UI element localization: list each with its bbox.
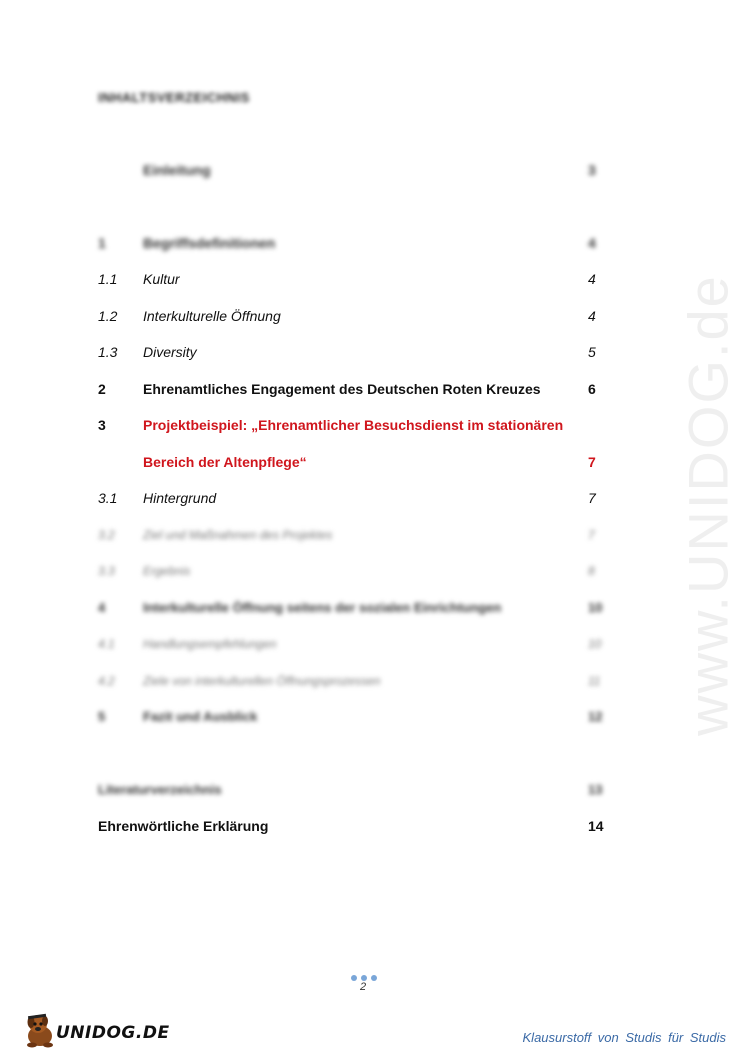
- toc-number: 1: [98, 235, 106, 251]
- toc-entry-1-1: [0, 268, 750, 290]
- toc-title: Diversity: [143, 344, 197, 360]
- toc-title: Fazit und Ausblick: [143, 709, 258, 724]
- toc-title: Ergebnis: [143, 564, 191, 578]
- toc-entry-einleitung: [0, 159, 750, 181]
- toc-entry-5: [0, 706, 750, 728]
- toc-entry-3: [0, 414, 750, 436]
- toc-page: 13: [588, 782, 603, 797]
- toc-number: 1.3: [98, 344, 118, 360]
- watermark: www.UNIDOG.de: [676, 274, 740, 736]
- footer-tagline: Klausurstoff von Studis für Studis: [522, 1030, 726, 1045]
- toc-title: Ehrenamtliches Engagement des Deutschen Roten Kreuzes: [143, 381, 541, 397]
- toc-page: 4: [588, 271, 596, 287]
- toc-page: 14: [588, 818, 604, 834]
- toc-page: 5: [588, 344, 596, 360]
- toc-title: Bereich der Altenpflege“: [143, 454, 307, 470]
- toc-title: Handlungsempfehlungen: [143, 637, 277, 651]
- toc-title: Projektbeispiel: „Ehrenamtlicher Besuchsdienst im stationären: [143, 417, 564, 433]
- dog-mascot-icon: [24, 1012, 58, 1048]
- toc-title: Ehrenwörtliche Erklärung: [98, 818, 269, 834]
- toc-number: 4.2: [98, 674, 115, 688]
- toc-number: 3: [98, 417, 106, 433]
- toc-number: 5: [98, 709, 106, 724]
- toc-title: Ziel und Maßnahmen des Projektes: [143, 528, 333, 542]
- toc-page: 4: [588, 308, 596, 324]
- toc-title: Interkulturelle Öffnung seitens der sozialen Einrichtungen: [143, 600, 502, 615]
- toc-page: 12: [588, 709, 603, 724]
- logo-text: UNIDOG.DE: [56, 1023, 170, 1043]
- toc-entry-1: [0, 232, 750, 254]
- toc-page: 7: [588, 528, 595, 542]
- toc-entry-2: [0, 378, 750, 400]
- toc-number: 4.1: [98, 637, 115, 651]
- toc-entry-4: [0, 597, 750, 619]
- toc-entry-3-1: [0, 487, 750, 509]
- toc-entry-4-1: [0, 633, 750, 655]
- unidog-logo: [24, 1012, 170, 1052]
- page-number: 2: [360, 981, 367, 993]
- toc-title: Interkulturelle Öffnung: [143, 308, 281, 324]
- toc-title: Einleitung: [143, 162, 211, 178]
- toc-number: 4: [98, 600, 106, 615]
- toc-heading: INHALTSVERZEICHNIS: [98, 90, 250, 105]
- toc-entry-3-continued: [0, 451, 750, 473]
- toc-entry-ehrenwoertliche-erklaerung: [0, 815, 750, 837]
- toc-number: 1.2: [98, 308, 118, 324]
- toc-entry-1-3: [0, 341, 750, 363]
- toc-page: 7: [588, 454, 596, 470]
- toc-entry-literaturverzeichnis: [0, 779, 750, 801]
- toc-title: Literaturverzeichnis: [98, 782, 222, 797]
- toc-page: 11: [588, 674, 601, 688]
- toc-number: 1.1: [98, 271, 118, 287]
- toc-page: 10: [588, 637, 602, 651]
- toc-number: 3.1: [98, 490, 118, 506]
- toc-number: 3.2: [98, 528, 115, 542]
- toc-title: Ziele von interkulturellen Öffnungsprozessen: [143, 674, 381, 688]
- toc-page: 7: [588, 490, 596, 506]
- toc-title: Hintergrund: [143, 490, 217, 506]
- toc-number: 3.3: [98, 564, 115, 578]
- toc-page: 10: [588, 600, 603, 615]
- toc-number: 2: [98, 381, 106, 397]
- toc-page: 4: [588, 235, 596, 251]
- toc-page: 3: [588, 162, 596, 178]
- toc-title: Kultur: [143, 271, 180, 287]
- toc-page: 8: [588, 564, 595, 578]
- toc-entry-3-3: [0, 560, 750, 582]
- toc-entry-1-2: [0, 305, 750, 327]
- toc-entry-3-2: [0, 524, 750, 546]
- toc-title: Begriffsdefinitionen: [143, 235, 276, 251]
- toc-entry-4-2: [0, 670, 750, 692]
- toc-page: 6: [588, 381, 596, 397]
